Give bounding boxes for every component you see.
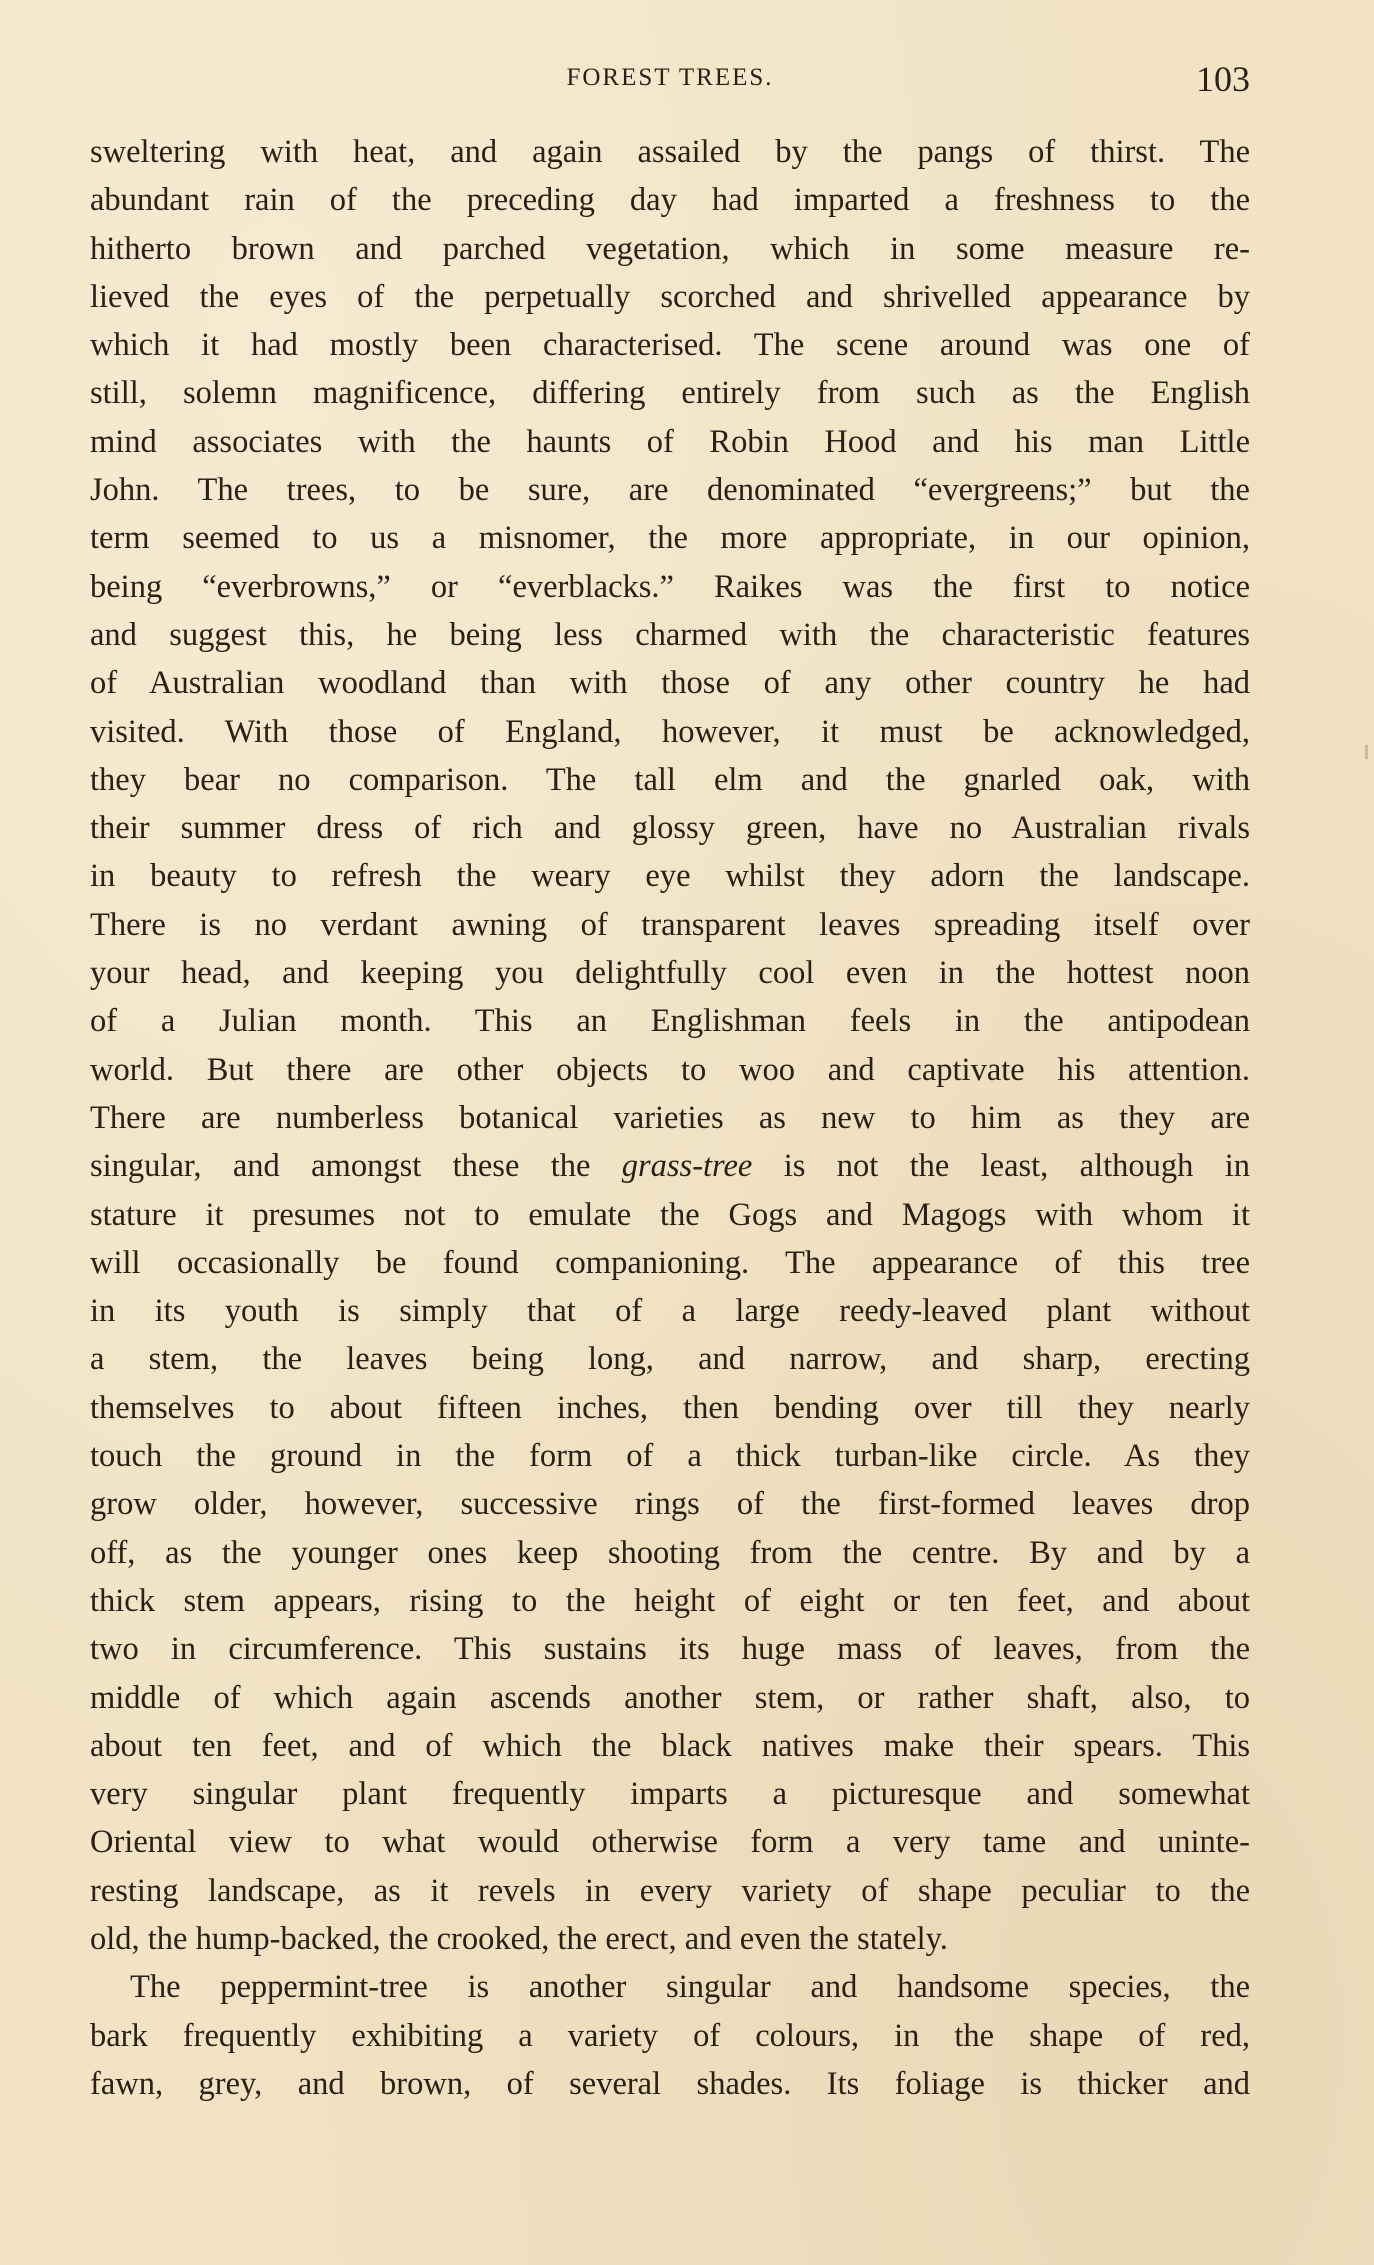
- text-line: There are numberless botanical varieties as new to him as they are: [90, 1099, 1250, 1136]
- text-line: which it had mostly been characterised. The scene around was one of: [90, 327, 1250, 364]
- text-line: hitherto brown and parched vegetation, which in some measure re-: [90, 230, 1250, 267]
- text-line: abundant rain of the preceding day had imparted a freshness to the: [90, 182, 1250, 219]
- page-number: 103: [1196, 59, 1250, 99]
- text-line: very singular plant frequently imparts a picturesque and somewhat: [90, 1776, 1250, 1813]
- text-segment: singular, and amongst these the: [90, 1148, 622, 1185]
- running-head: [90, 58, 1250, 98]
- text-line: still, solemn magnificence, differing entirely from such as the English: [90, 375, 1250, 412]
- running-title: FOREST TREES.: [566, 64, 774, 91]
- text-line: touch the ground in the form of a thick turban-like circle. As they: [90, 1438, 1250, 1475]
- text-line: Oriental view to what would otherwise form a very tame and uninte-: [90, 1824, 1250, 1861]
- text-line: mind associates with the haunts of Robin Hood and his man Little: [90, 423, 1250, 460]
- text-line: a stem, the leaves being long, and narrow, and sharp, erecting: [90, 1341, 1250, 1378]
- text-line: will occasionally be found companioning. The appearance of this tree: [90, 1244, 1250, 1281]
- text-line: fawn, grey, and brown, of several shades. Its foliage is thicker and: [90, 2065, 1250, 2102]
- text-line: thick stem appears, rising to the height of eight or ten feet, and about: [90, 1582, 1250, 1619]
- paragraph-start-line: The peppermint-tree is another singular and handsome species, the: [130, 1969, 1250, 2006]
- text-line: There is no verdant awning of transparent leaves spreading itself over: [90, 906, 1250, 943]
- text-segment: is not the least, although in: [752, 1148, 1250, 1185]
- text-line: resting landscape, as it revels in every variety of shape peculiar to the: [90, 1872, 1250, 1909]
- text-line: they bear no comparison. The tall elm and the gnarled oak, with: [90, 761, 1250, 798]
- text-line: stature it presumes not to emulate the Gogs and Magogs with whom it: [90, 1196, 1250, 1233]
- text-line: lieved the eyes of the perpetually scorched and shrivelled appearance by: [90, 278, 1250, 315]
- text-line: themselves to about fifteen inches, then bending over till they nearly: [90, 1389, 1250, 1426]
- paragraph-end-line: old, the hump-backed, the crooked, the erect, and even the stately.: [90, 1920, 948, 1957]
- text-line: their summer dress of rich and glossy green, have no Australian rivals: [90, 810, 1250, 847]
- italic-term: grass-tree: [621, 1148, 753, 1185]
- text-line: term seemed to us a misnomer, the more appropriate, in our opinion,: [90, 520, 1250, 557]
- text-line: of Australian woodland than with those of any other country he had: [90, 665, 1250, 702]
- text-line: and suggest this, he being less charmed with the characteristic features: [90, 616, 1250, 653]
- paper-blemish: [1365, 745, 1368, 759]
- text-line: sweltering with heat, and again assailed by the pangs of thirst. The: [90, 134, 1250, 170]
- body-text: [90, 128, 1250, 2108]
- text-line: in beauty to refresh the weary eye whilst they adorn the landscape.: [90, 858, 1250, 895]
- text-line: of a Julian month. This an Englishman feels in the antipodean: [90, 1003, 1250, 1040]
- text-line: in its youth is simply that of a large reedy-leaved plant without: [90, 1293, 1250, 1330]
- text-line: world. But there are other objects to woo and captivate his attention.: [90, 1051, 1250, 1088]
- text-line: off, as the younger ones keep shooting from the centre. By and by a: [90, 1534, 1250, 1571]
- text-line: bark frequently exhibiting a variety of colours, in the shape of red,: [90, 2017, 1250, 2054]
- text-line: grow older, however, successive rings of the first-formed leaves drop: [90, 1486, 1250, 1523]
- text-line: middle of which again ascends another stem, or rather shaft, also, to: [90, 1679, 1250, 1716]
- text-line: John. The trees, to be sure, are denominated “evergreens;” but the: [90, 472, 1250, 509]
- text-line: being “everbrowns,” or “everblacks.” Raikes was the first to notice: [90, 568, 1250, 605]
- text-line: about ten feet, and of which the black natives make their spears. This: [90, 1727, 1250, 1764]
- text-line: two in circumference. This sustains its huge mass of leaves, from the: [90, 1631, 1250, 1668]
- text-line-with-italic: [90, 1142, 1250, 1190]
- text-line: your head, and keeping you delightfully cool even in the hottest noon: [90, 955, 1250, 992]
- text-line: visited. With those of England, however, it must be acknowledged,: [90, 713, 1250, 750]
